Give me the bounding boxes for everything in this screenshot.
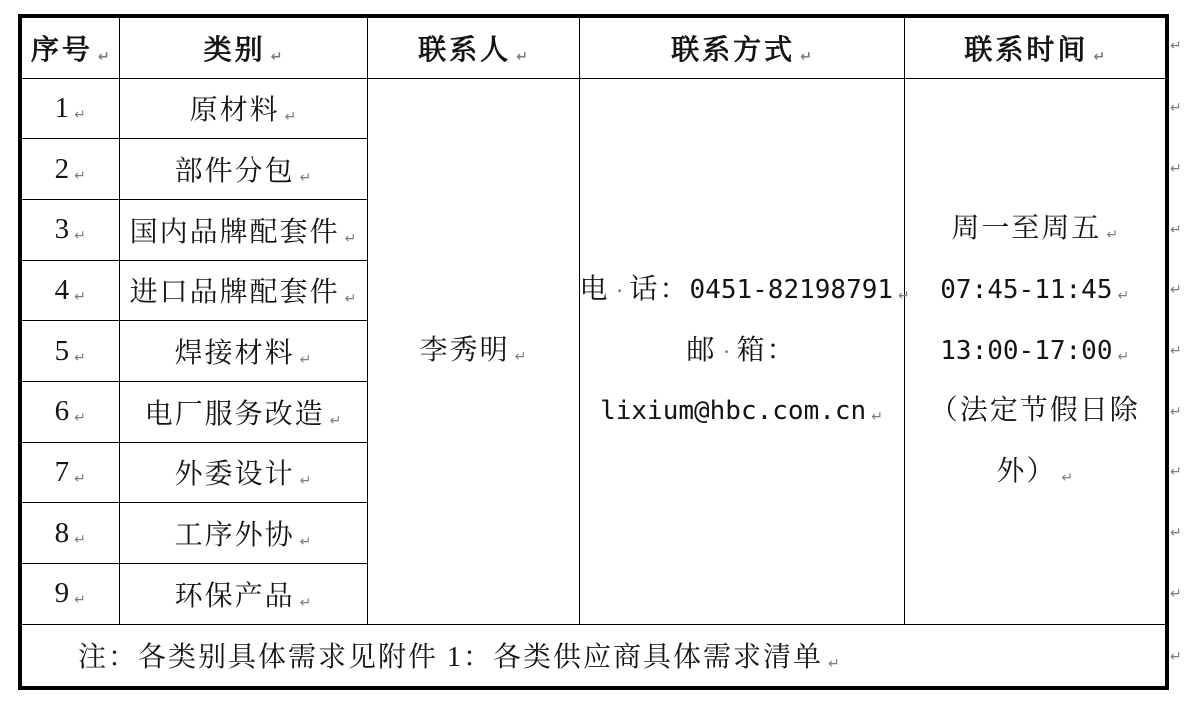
- paragraph-mark: ↵: [1117, 348, 1130, 365]
- category-cell: [119, 564, 367, 625]
- email-label-part1: 邮: [686, 334, 717, 366]
- serial-number: 9: [54, 577, 70, 610]
- contact-person-cell: [367, 78, 579, 624]
- phone-label-part1: 电: [579, 274, 610, 306]
- serial-cell: [20, 78, 119, 139]
- row-end-mark-wrap: [1170, 199, 1182, 260]
- col-header-serial: [20, 16, 119, 78]
- paragraph-mark: ↵: [1093, 48, 1106, 65]
- row-end-mark-wrap: [1170, 260, 1182, 321]
- time-morning: 07:45-11:45 ↵: [940, 275, 1130, 306]
- note-row: [20, 624, 1167, 688]
- paragraph-mark: ↵: [344, 291, 357, 308]
- category-cell: [119, 78, 367, 139]
- serial-number: 2: [54, 152, 70, 185]
- serial-cell: [20, 139, 119, 200]
- paragraph-mark: ↵: [1170, 38, 1182, 54]
- col-header-contact-person: [367, 16, 579, 78]
- paragraph-mark: ↵: [1106, 227, 1119, 244]
- header-label: 联系人: [418, 34, 512, 66]
- paragraph-mark: ↵: [1170, 161, 1182, 178]
- category-label: 外委设计: [174, 459, 295, 491]
- category-cell: [119, 260, 367, 321]
- serial-number: 3: [54, 213, 70, 246]
- category-cell: [119, 321, 367, 382]
- category-cell: [119, 442, 367, 503]
- note-text: 注：各类别具体需求见附件 1：各类供应商具体需求清单: [78, 642, 824, 674]
- category-label: 国内品牌配套件: [129, 216, 340, 248]
- paragraph-mark: ↵: [299, 534, 312, 551]
- serial-cell: [20, 199, 119, 260]
- row-end-marks: [1170, 14, 1182, 690]
- time-weekdays: 周一至周五 ↵: [951, 213, 1119, 245]
- paragraph-mark: ↵: [74, 288, 86, 305]
- row-end-mark-wrap: [1170, 624, 1182, 690]
- table-row: [20, 78, 1167, 139]
- category-cell: [119, 381, 367, 442]
- row-end-mark-wrap: [1170, 503, 1182, 564]
- header-label: 类别: [203, 34, 266, 66]
- row-end-mark-wrap: [1170, 564, 1182, 625]
- paragraph-mark: ↵: [74, 410, 86, 427]
- row-end-mark-wrap: [1170, 381, 1182, 442]
- paragraph-mark: ↵: [1061, 470, 1074, 487]
- paragraph-mark: ↵: [74, 592, 86, 609]
- category-label: 环保产品: [174, 580, 295, 612]
- paragraph-mark: ↵: [1170, 649, 1182, 666]
- paragraph-mark: ↵: [1170, 343, 1182, 360]
- row-end-mark-wrap: [1170, 78, 1182, 139]
- space-mark: ·: [615, 278, 624, 304]
- email-label-line: [580, 321, 904, 382]
- paragraph-mark: ↵: [1170, 585, 1182, 602]
- paragraph-mark: ↵: [299, 352, 312, 369]
- paragraph-mark: ↵: [74, 470, 86, 487]
- paragraph-mark: ↵: [97, 48, 110, 65]
- paragraph-mark: ↵: [516, 48, 528, 65]
- paragraph-mark: ↵: [1170, 282, 1182, 299]
- header-label: 序号: [30, 34, 93, 66]
- paragraph-mark: ↵: [329, 412, 342, 429]
- paragraph-mark: ↵: [1170, 221, 1182, 238]
- serial-cell: [20, 564, 119, 625]
- paragraph-mark: ↵: [1170, 403, 1182, 420]
- col-header-contact-method: [579, 16, 904, 78]
- category-cell: [119, 503, 367, 564]
- paragraph-mark: ↵: [74, 228, 86, 245]
- paragraph-mark: ↵: [344, 230, 357, 247]
- paragraph-mark: ↵: [270, 48, 283, 65]
- paragraph-mark: ↵: [74, 106, 86, 123]
- paragraph-mark: ↵: [1170, 464, 1182, 481]
- paragraph-mark: ↵: [299, 170, 312, 187]
- paragraph-mark: ↵: [74, 167, 86, 184]
- serial-cell: [20, 381, 119, 442]
- table-header-row: [20, 16, 1167, 78]
- row-end-mark-wrap: [1170, 321, 1182, 382]
- category-label: 电厂服务改造: [144, 398, 325, 430]
- col-header-contact-time: [904, 16, 1167, 78]
- note-cell: [20, 624, 1167, 688]
- header-label: 联系时间: [964, 34, 1089, 66]
- category-label: 工序外协: [174, 520, 295, 552]
- category-label: 原材料: [189, 95, 280, 127]
- supplier-contact-table: [18, 14, 1169, 690]
- phone-line: [579, 260, 910, 321]
- paragraph-mark: ↵: [74, 349, 86, 366]
- contact-method-cell: [579, 78, 910, 624]
- space-mark: ·: [722, 338, 731, 364]
- serial-number: 4: [54, 273, 70, 306]
- paragraph-mark: ↵: [299, 473, 312, 490]
- contact-person-name: 李秀明: [419, 334, 510, 366]
- row-end-mark-wrap: [1170, 139, 1182, 200]
- contact-time-cell: [904, 78, 1167, 624]
- category-label: 焊接材料: [174, 338, 295, 370]
- time-holiday-note-2: 外） ↵: [996, 456, 1074, 488]
- time-afternoon: 13:00-17:00 ↵: [940, 335, 1130, 366]
- phone-label-part2: 话：: [629, 274, 690, 306]
- time-holiday-note-1: （法定节假日除: [929, 395, 1140, 427]
- phone-number: 0451-82198791: [689, 275, 894, 306]
- category-label: 部件分包: [174, 156, 295, 188]
- col-header-category: [119, 16, 367, 78]
- paragraph-mark: ↵: [898, 288, 910, 305]
- serial-cell: [20, 503, 119, 564]
- paragraph-mark: ↵: [514, 348, 527, 365]
- category-cell: [119, 139, 367, 200]
- serial-number: 8: [54, 516, 70, 549]
- email-address: lixium@hbc.com.cn: [600, 396, 867, 427]
- row-end-mark-wrap: [1170, 14, 1182, 78]
- email-line: [580, 381, 904, 442]
- serial-number: 5: [54, 334, 70, 367]
- serial-cell: [20, 442, 119, 503]
- paragraph-mark: ↵: [299, 594, 312, 611]
- paragraph-mark: ↵: [74, 531, 86, 548]
- paragraph-mark: ↵: [800, 48, 812, 65]
- paragraph-mark: ↵: [284, 109, 297, 126]
- paragraph-mark: ↵: [871, 409, 883, 426]
- row-end-mark-wrap: [1170, 442, 1182, 503]
- serial-number: 7: [54, 455, 70, 488]
- serial-cell: [20, 321, 119, 382]
- serial-cell: [20, 260, 119, 321]
- email-label-part2: 箱：: [736, 334, 797, 366]
- paragraph-mark: ↵: [828, 656, 840, 673]
- paragraph-mark: ↵: [1170, 100, 1182, 117]
- paragraph-mark: ↵: [1117, 288, 1130, 305]
- category-label: 进口品牌配套件: [129, 277, 340, 309]
- category-cell: [119, 199, 367, 260]
- header-label: 联系方式: [671, 34, 796, 66]
- paragraph-mark: ↵: [1170, 525, 1182, 542]
- serial-number: 1: [54, 91, 70, 124]
- serial-number: 6: [54, 395, 70, 428]
